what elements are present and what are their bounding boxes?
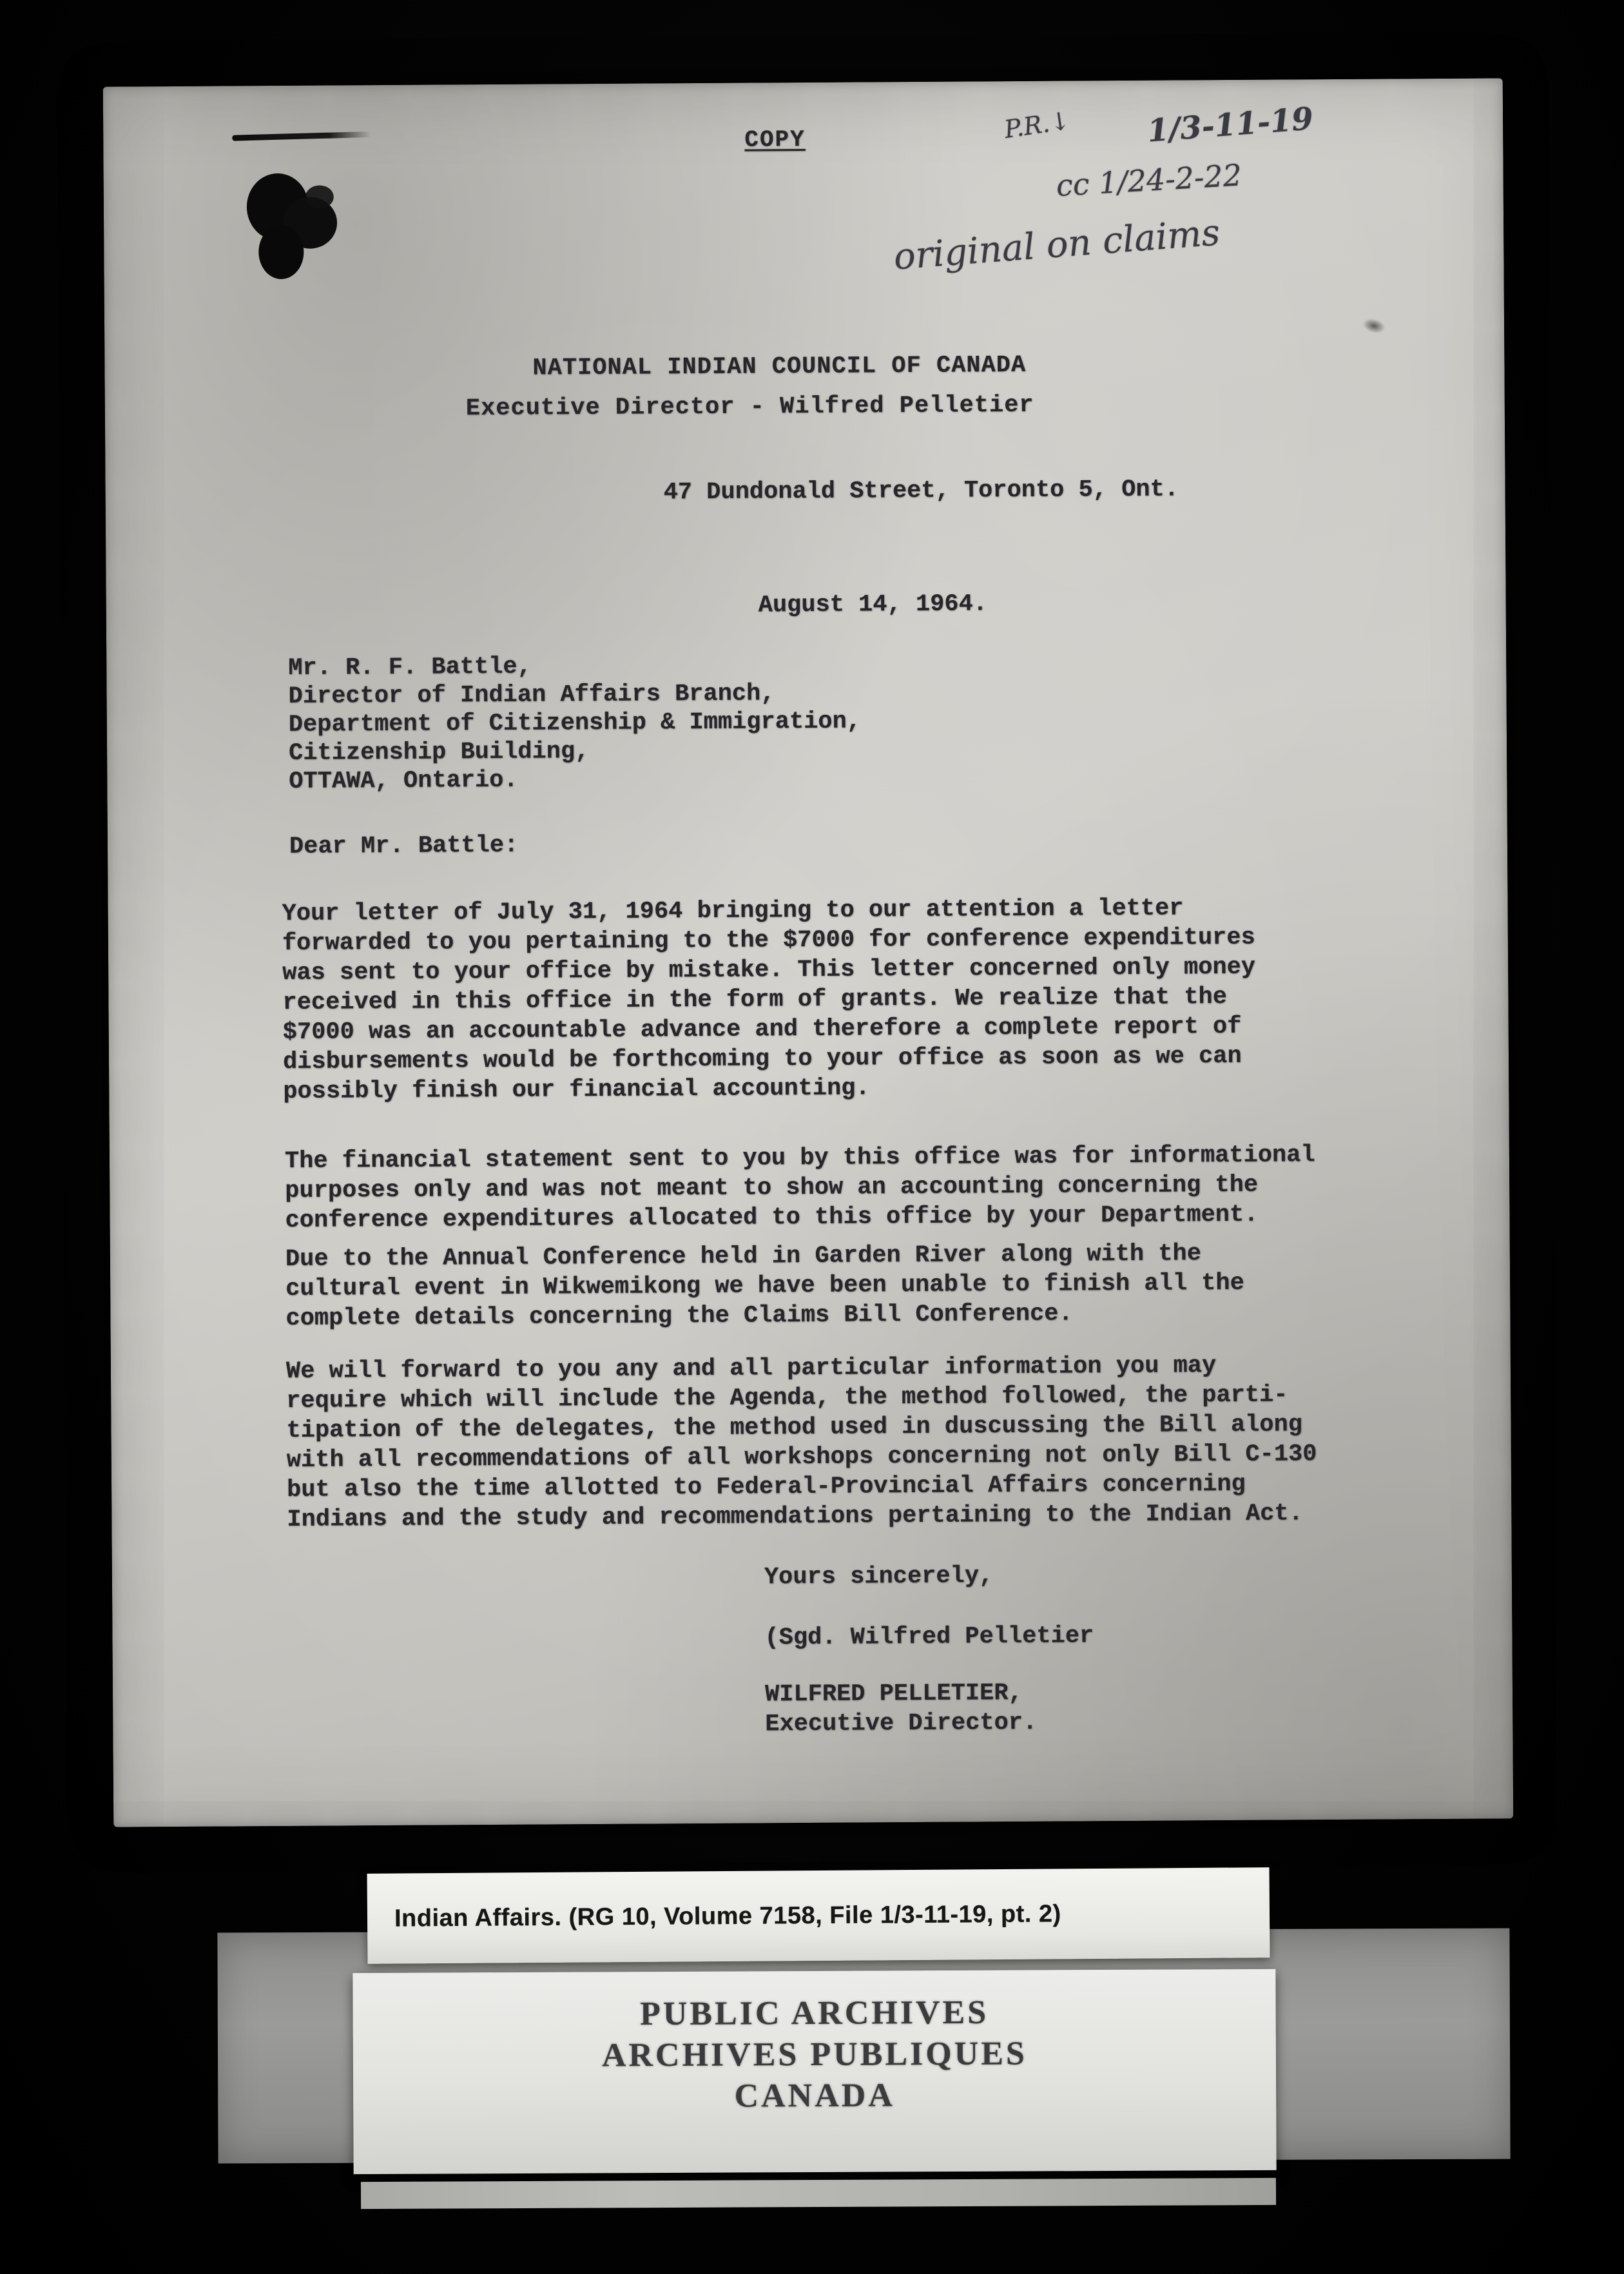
copy-label: COPY: [744, 126, 806, 153]
letter-date: August 14, 1964.: [758, 590, 988, 619]
letterhead-director: Executive Director - Wilfred Pelletier: [465, 391, 1034, 423]
letter-paragraph-2: The financial statement sent to you by this office was for informational purposes only and was not meant to show an accounting concerning the conference expenditures allocated to this office by your Department.: [284, 1142, 1315, 1234]
stamp-line-canada: CANADA: [734, 2077, 895, 2115]
letter-paragraph-1: Your letter of July 31, 1964 bringing to our attention a letter forwarded to you pertaining to the $7000 for conference expenditures was sent to your office by mistake. This letter concerned only money received in this office in the form of grants. We realize that the $7000 was an accountable advance and therefore a complete report of disbursements would be forthcoming to your office as soon as we can possibly finish our financial accounting.: [282, 895, 1256, 1105]
letter-paragraph-4: We will forward to you any and all particular information you may require which will include the Agenda, the method followed, the parti- tipation of the delegates, the method used in duscussing the Bill along with all recommendations of all workshops concerning not only Bill C-130 but also the time allotted to Federal-Provincial Affairs concerning Indians and the study and recommendations pertaining to the Indian Act.: [285, 1352, 1317, 1533]
recipient-address-block: Mr. R. F. Battle, Director of Indian Affairs Branch, Department of Citizenship & Immigration, Citizenship Building, OTTAWA, Ontario.: [288, 653, 862, 795]
stamp-line-french: ARCHIVES PUBLIQUES: [601, 2035, 1028, 2074]
archive-bottom-strip: [361, 2178, 1276, 2209]
letter-paragraph-3: Due to the Annual Conference held in Garden River along with the cultural event in Wikwemikong we have been unable to finish all the complete details concerning the Claims Bill Conference.: [285, 1240, 1244, 1332]
smudge-mark: [1361, 316, 1387, 335]
letterhead-organization: NATIONAL INDIAN COUNCIL OF CANADA: [532, 351, 1027, 382]
handwritten-file-number: 1/3-11-19: [1146, 101, 1315, 150]
scratch-mark: [232, 131, 371, 141]
archive-reference-text: Indian Affairs. (RG 10, Volume 7158, File 1/3-11-19, pt. 2): [394, 1900, 1061, 1932]
letter-sheet: [103, 78, 1513, 1827]
ink-blot: [242, 168, 353, 287]
letterhead-address: 47 Dundonald Street, Toronto 5, Ont.: [663, 476, 1179, 507]
signoff-block: WILFRED PELLETIER, Executive Director.: [764, 1679, 1038, 1738]
signature-line: (Sgd. Wilfred Pelletier: [764, 1622, 1094, 1652]
handwritten-claims-note: original on claims: [892, 211, 1222, 278]
salutation: Dear Mr. Battle:: [289, 831, 519, 860]
closing-line: Yours sincerely,: [764, 1562, 994, 1591]
archive-reference-strip: [367, 1867, 1270, 1964]
public-archives-stamp: [353, 1969, 1276, 2174]
handwritten-initials-mark: P.R.↓: [1002, 106, 1072, 144]
handwritten-cc-number: cc 1/24-2-22: [1055, 157, 1243, 204]
stamp-line-english: PUBLIC ARCHIVES: [639, 1994, 989, 2033]
